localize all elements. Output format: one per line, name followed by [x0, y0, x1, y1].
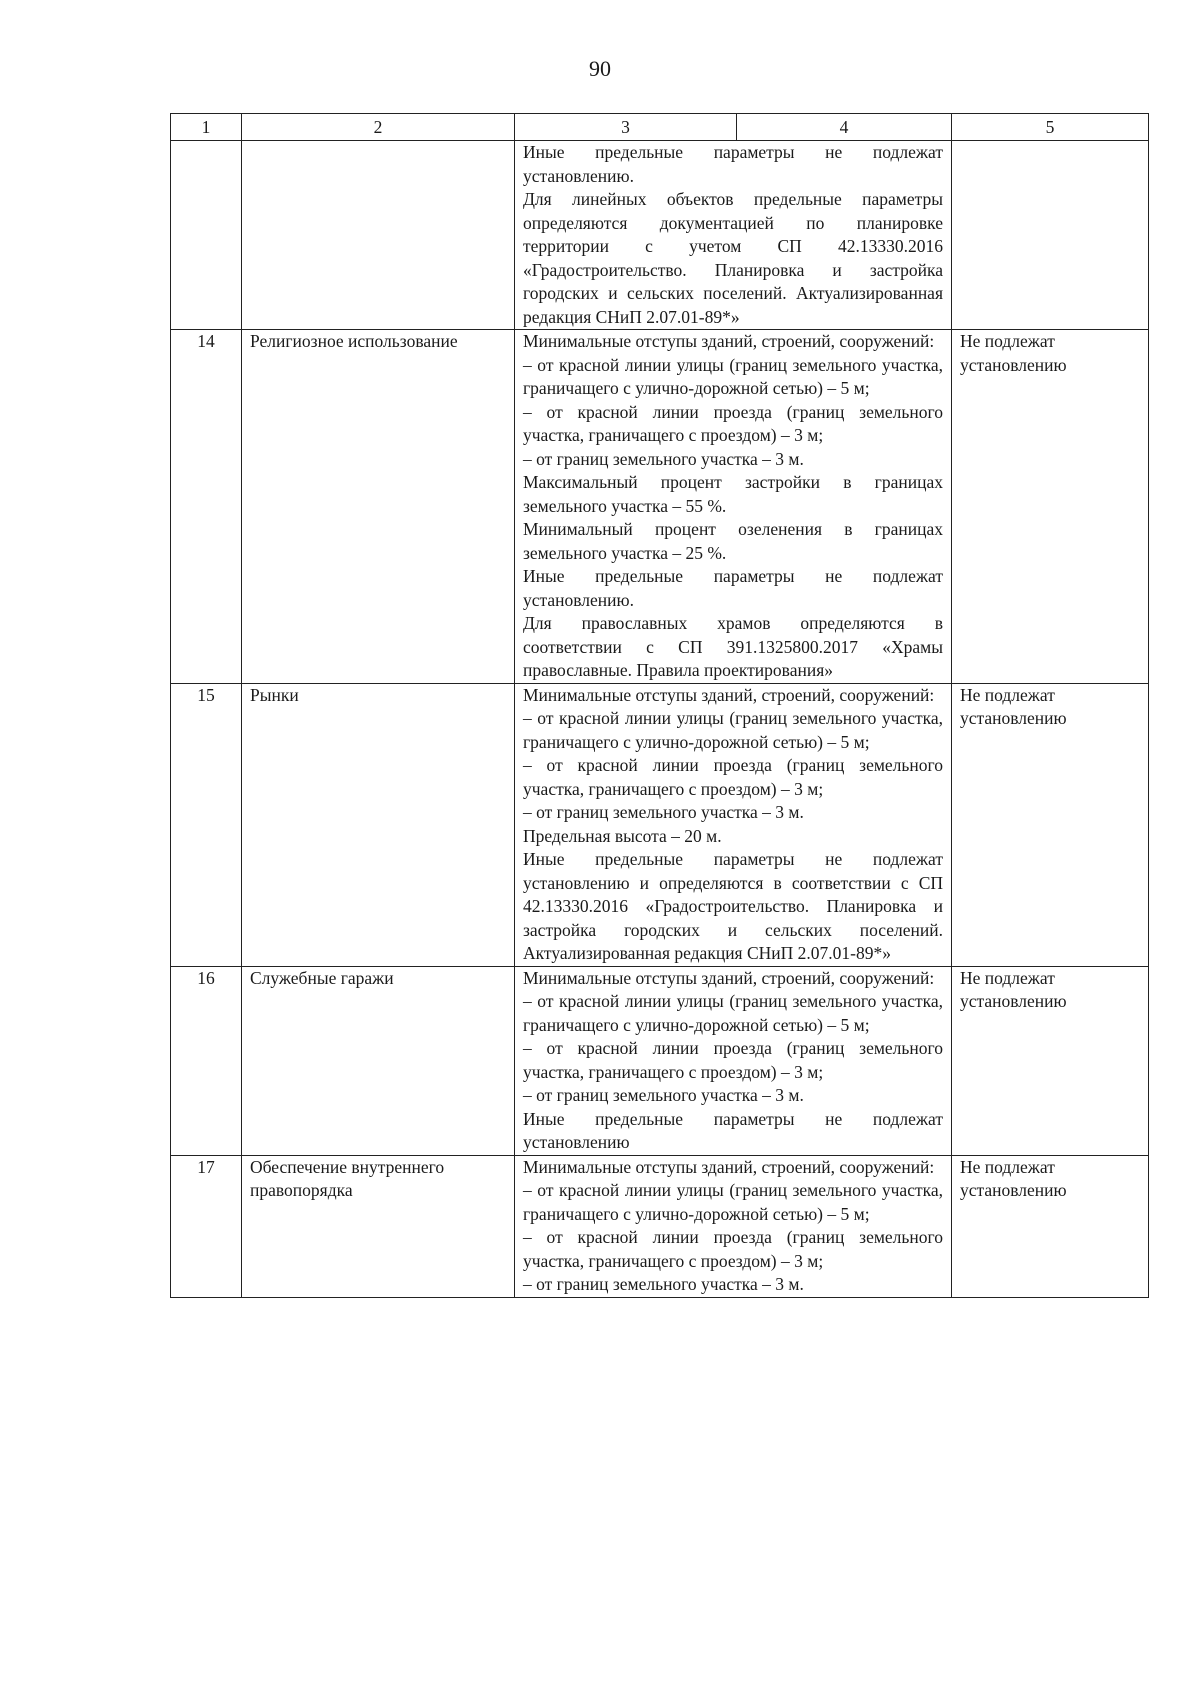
parameter-line: Для линейных объектов предельные параметры определяются документацией по планировке территории с учетом СП 42.13330.2016 «Градостроительство. Планировка и застройка городских и сельских поселений. Актуализированная редакция СНиП 2.07.01-89*» — [523, 189, 943, 327]
parameter-line: Для православных храмов определяются в соответствии с СП 391.1325800.2017 «Храмы православные. Правила проектирования» — [523, 613, 943, 680]
parameter-line: – от границ земельного участка – 3 м. — [523, 448, 804, 469]
parameter-line: Минимальные отступы зданий, строений, сооружений: — [523, 684, 935, 705]
row-number: 14 — [171, 330, 242, 684]
row-number: 17 — [171, 1155, 242, 1297]
parameter-line: Иные предельные параметры не подлежат установлению и определяются в соответствии с СП 42.13330.2016 «Градостроительство. Планировка и застройка городских и сельских поселений. Актуализированная редакция СНиП 2.07.01-89*» — [523, 849, 943, 963]
parameter-line: Иные предельные параметры не подлежат установлению. — [523, 566, 943, 610]
limit-parameters — [515, 966, 952, 1155]
table-row — [171, 966, 1149, 1155]
parameter-line: Иные предельные параметры не подлежат установлению. — [523, 142, 943, 186]
limit-parameters — [515, 330, 952, 684]
header-col-3-4 — [515, 114, 952, 141]
parameter-line: Минимальные отступы зданий, строений, сооружений: — [523, 331, 935, 351]
restrictions — [952, 141, 1149, 330]
restrictions: Не подлежат установлению — [952, 330, 1149, 684]
parameter-line: – от границ земельного участка – 3 м. — [523, 1274, 804, 1294]
land-use-type — [242, 141, 515, 330]
page-number: 90 — [589, 56, 611, 81]
parameter-line: Минимальный процент озеленения в границах земельного участка – 25 %. — [523, 519, 943, 563]
header-col-4: 4 — [839, 117, 849, 137]
table-row — [171, 1155, 1149, 1297]
row-number: 16 — [171, 966, 242, 1155]
restrictions: Не подлежат установлению — [952, 1155, 1149, 1297]
land-use-type: Религиозное использование — [242, 330, 515, 684]
land-use-type: Обеспечение внутреннего правопорядка — [242, 1155, 515, 1297]
parameter-line: – от красной линии улицы (границ земельного участка, граничащего с улично-дорожной сетью) – 5 м; — [523, 991, 943, 1035]
parameter-line: – от границ земельного участка – 3 м. — [523, 1085, 804, 1105]
limit-parameters — [515, 1155, 952, 1297]
header-col-5: 5 — [952, 114, 1149, 141]
table-row — [171, 141, 1149, 330]
row-number: 15 — [171, 683, 242, 966]
limit-parameters — [515, 683, 952, 966]
row-number — [171, 141, 242, 330]
header-col-1: 1 — [171, 114, 242, 141]
parameter-line: – от красной линии улицы (границ земельного участка, граничащего с улично-дорожной сетью) – 5 м; — [523, 354, 943, 398]
parameter-line: Максимальный процент застройки в границах земельного участка – 55 %. — [523, 472, 943, 516]
parameter-line: Минимальные отступы зданий, строений, сооружений: — [523, 1156, 935, 1177]
parameter-line: – от границ земельного участка – 3 м. — [523, 802, 804, 822]
land-use-type: Рынки — [242, 683, 515, 966]
parameter-line: – от красной линии улицы (границ земельного участка, граничащего с улично-дорожной сетью) – 5 м; — [523, 708, 943, 752]
regulations-table — [170, 113, 1149, 1298]
restrictions: Не подлежат установлению — [952, 683, 1149, 966]
parameter-line: – от красной линии проезда (границ земельного участка, граничащего с проездом) – 3 м; — [523, 1038, 943, 1082]
parameter-line: – от красной линии улицы (границ земельного участка, граничащего с улично-дорожной сетью) – 5 м; — [523, 1180, 943, 1224]
header-row — [171, 114, 1149, 141]
parameter-line: – от красной линии проезда (границ земельного участка, граничащего с проездом) – 3 м; — [523, 401, 943, 445]
table-row — [171, 683, 1149, 966]
parameter-line: Предельная высота – 20 м. — [523, 825, 722, 846]
restrictions: Не подлежат установлению — [952, 966, 1149, 1155]
parameter-line: – от красной линии проезда (границ земельного участка, граничащего с проездом) – 3 м; — [523, 755, 943, 799]
header-col-3: 3 — [515, 114, 737, 140]
header-col-2: 2 — [242, 114, 515, 141]
parameter-line: Минимальные отступы зданий, строений, сооружений: — [523, 967, 935, 988]
land-use-type: Служебные гаражи — [242, 966, 515, 1155]
limit-parameters — [515, 141, 952, 330]
parameter-line: – от красной линии проезда (границ земельного участка, граничащего с проездом) – 3 м; — [523, 1227, 943, 1271]
parameter-line: Иные предельные параметры не подлежат установлению — [523, 1108, 943, 1152]
table-row — [171, 330, 1149, 684]
